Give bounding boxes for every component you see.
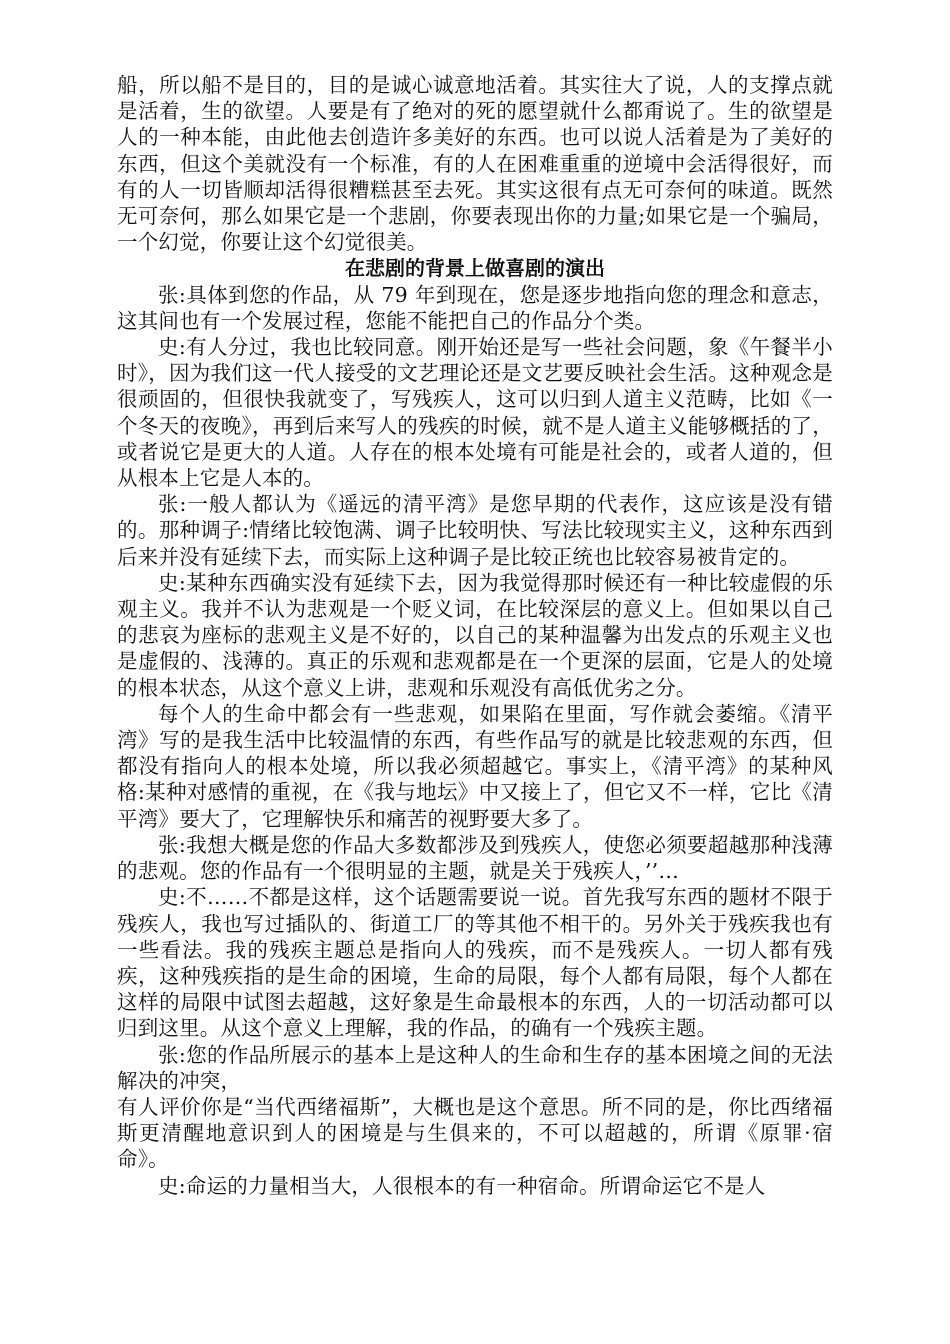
paragraph-zhang-4: 张:您的作品所展示的基本上是这种人的生命和生存的基本困境之间的无法解决的冲突， xyxy=(117,1042,833,1093)
document-page xyxy=(117,72,833,1199)
paragraph-intro: 船，所以船不是目的，目的是诚心诚意地活着。其实往大了说，人的支撑点就是活着，生的欲望。人要是有了绝对的死的愿望就什么都甭说了。生的欲望是人的一种本能，由此他去创造许多美好的东西。也可以说人活着是为了美好的东西，但这个美就没有一个标准，有的人在困难重重的逆境中会活得很好，而有的人一切皆顺却活得很糟糕甚至去死。其实这很有点无可奈何的味道。既然无可奈何，那么如果它是一个悲剧，你要表现出你的力量;如果它是一个骗局，一个幻觉，你要让这个幻觉很美。 xyxy=(117,73,833,255)
paragraph-zhang-3: 张:我想大概是您的作品大多数都涉及到残疾人，使您必须要超越那种浅薄的悲观。您的作品有一个很明显的主题，就是关于残疾人，’’… xyxy=(117,832,833,884)
paragraph-shi-4: 史:命运的力量相当大，人很根本的有一种宿命。所谓命运它不是人 xyxy=(158,1173,766,1198)
paragraph-zhang-2: 张:一般人都认为《遥远的清平湾》是您早期的代表作，这应该是没有错的。那种调子:情绪比较饱满、调子比较明快、写法比较现实主义，这种东西到后来并没有延续下去，而实际上这种调子是比较正统也比较容易被肯定的。 xyxy=(117,492,833,569)
paragraph-shi-2: 史:某种东西确实没有延续下去，因为我觉得那时候还有一种比较虚假的乐观主义。我并不认为悲观是一个贬义词，在比较深层的意义上。但如果以自己的悲哀为座标的悲观主义是不好的，以自己的某种温馨为出发点的乐观主义也是虚假的、浅薄的。真正的乐观和悲观都是在一个更深的层面，它是人的处境的根本状态，从这个意义上讲，悲观和乐观没有高低优劣之分。 xyxy=(117,570,833,700)
paragraph-zhang-1: 张:具体到您的作品，从 79 年到现在，您是逐步地指向您的理念和意志，这其间也有一个发展过程，您能不能把自己的作品分个类。 xyxy=(117,282,833,333)
paragraph-shi-1: 史:有人分过，我也比较同意。刚开始还是写一些社会问题，象《午餐半小时》，因为我们这一代人接受的文艺理论还是文艺要反映社会生活。这种观念是很顽固的，但很快我就变了，写残疾人，这可以归到人道主义范畴，比如《一个冬天的夜晚》，再到后来写人的残疾的时候，就不是人道主义能够概括的了，或者说它是更大的人道。人存在的根本处境有可能是社会的，或者人道的，但从根本上它是人本的。 xyxy=(117,335,833,491)
paragraph-zhang-4-cont: 有人评价你是“当代西绪福斯”，大概也是这个意思。所不同的是，你比西绪福斯更清醒地意识到人的困境是与生俱来的，不可以超越的，所谓《原罪·宿命》。 xyxy=(117,1094,833,1172)
paragraph-shi-3: 史:不……不都是这样，这个话题需要说一说。首先我写东西的题材不限于残疾人，我也写过插队的、街道工厂的等其他不相干的。另外关于残疾我也有一些看法。我的残疾主题总是指向人的残疾，而不是残疾人。一切人都有残疾，这种残疾指的是生命的困境，生命的局限，每个人都有局限，每个人都在这样的局限中试图去超越，这好象是生命最根本的东西，人的一切活动都可以归到这里。从这个意义上理解，我的作品，的确有一个残疾主题。 xyxy=(117,885,833,1041)
section-heading: 在悲剧的背景上做喜剧的演出 xyxy=(345,256,605,281)
paragraph-shi-2-cont: 每个人的生命中都会有一些悲观，如果陷在里面，写作就会萎缩。《清平湾》写的是我生活中比较温情的东西，有些作品写的就是比较悲观的东西，但都没有指向人的根本处境，所以我必须超越它。事实上，《清平湾》的某种风格:某种对感情的重视，在《我与地坛》中又接上了，但它又不一样，它比《清平湾》要大了，它理解快乐和痛苦的视野要大多了。 xyxy=(117,701,833,831)
